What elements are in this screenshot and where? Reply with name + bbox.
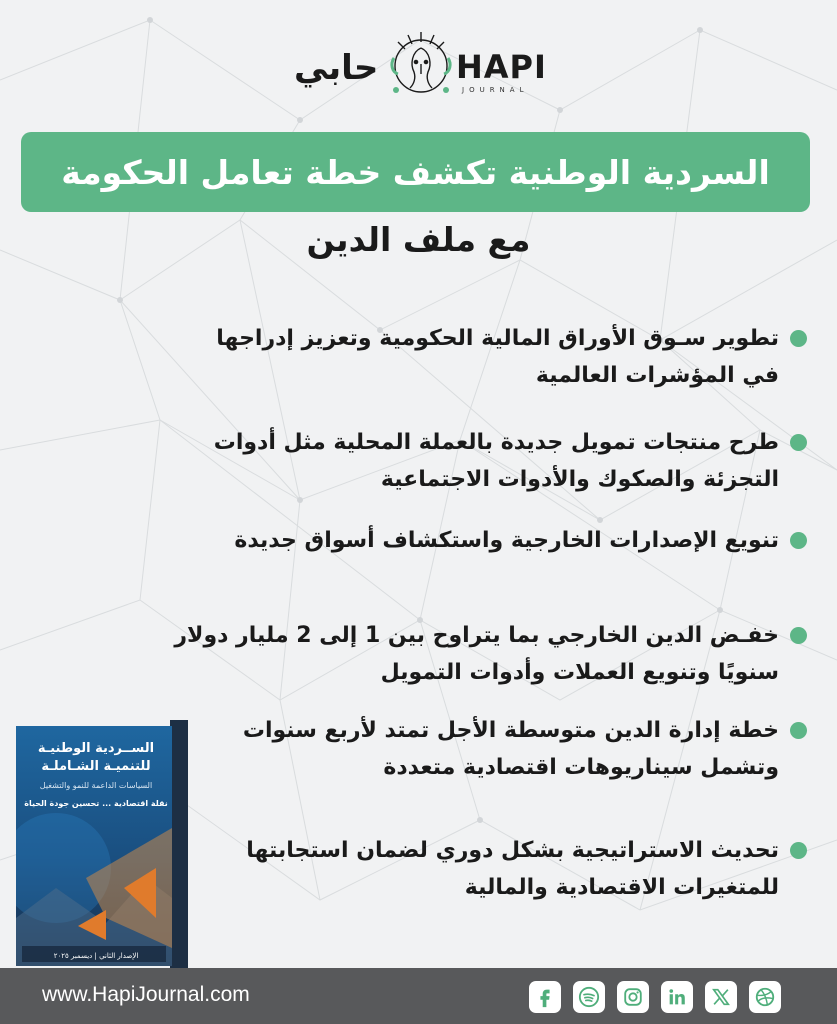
bullet-dot-icon bbox=[790, 434, 807, 451]
bullet-line: في المؤشرات العالمية bbox=[535, 363, 779, 388]
bullet-line: خطة إدارة الدين متوسطة الأجل تمتد لأربع سنوات bbox=[242, 718, 779, 743]
hapi-logo bbox=[280, 26, 547, 106]
logo-english-sub: JOURNAL bbox=[462, 86, 529, 94]
bullet-item-5 bbox=[243, 712, 807, 786]
linkedin-icon[interactable] bbox=[661, 981, 693, 1013]
book-edition: الإصدار الثاني | ديسمبر ٢٠٢٥ bbox=[53, 952, 139, 960]
bullet-line: تطوير سـوق الأوراق المالية الحكومية وتعزيز إدراجها bbox=[216, 326, 779, 351]
bullet-line: وتشمل سيناريوهات اقتصادية متعددة bbox=[383, 755, 779, 780]
headline-banner bbox=[21, 132, 810, 212]
headline-subtitle: مع ملف الدين bbox=[306, 220, 531, 259]
book-subtitle: السياسات الداعمة للنمو والتشغيل bbox=[39, 781, 153, 790]
bullet-line: طرح منتجات تمويل جديدة بالعملة المحلية مثل أدوات bbox=[213, 430, 779, 455]
bullet-line: التجزئة والصكوك والأدوات الاجتماعية bbox=[380, 467, 779, 492]
book-cover-image bbox=[16, 718, 192, 970]
bullet-item-6 bbox=[246, 832, 807, 906]
bullet-dot-icon bbox=[790, 532, 807, 549]
logo-english-name: HAPI bbox=[456, 48, 547, 86]
x-icon[interactable] bbox=[705, 981, 737, 1013]
bullet-line: خفـض الدين الخارجي بما يتراوح بين 1 إلى 2 مليار دولار bbox=[174, 623, 779, 648]
bullet-line: تحديث الاستراتيجية بشكل دوري لضمان استجابتها bbox=[246, 838, 779, 863]
bullet-dot-icon bbox=[790, 722, 807, 739]
bullet-dot-icon bbox=[790, 330, 807, 347]
bullet-line: سنويًا وتنويع العملات وأدوات التمويل bbox=[380, 660, 779, 685]
book-title-line1: الســردية الوطنيـة bbox=[37, 741, 155, 756]
bullet-item-1 bbox=[216, 320, 807, 394]
hapi-emblem-icon bbox=[388, 28, 454, 102]
website-link[interactable]: www.HapiJournal.com bbox=[42, 983, 250, 1006]
headline-title: السردية الوطنية تكشف خطة تعامل الحكومة bbox=[61, 152, 770, 192]
bullet-line: تنويع الإصدارات الخارجية واستكشاف أسواق جديدة bbox=[234, 528, 779, 553]
bullet-item-2 bbox=[214, 424, 807, 498]
facebook-icon[interactable] bbox=[529, 981, 561, 1013]
book-tagline: نقلة اقتصادية ... تحسين جودة الحياة bbox=[24, 799, 168, 808]
book-title-line2: للتنميـة الشـاملـة bbox=[41, 759, 151, 774]
social-icons bbox=[529, 981, 781, 1013]
bullet-dot-icon bbox=[790, 627, 807, 644]
bullet-item-3 bbox=[234, 522, 807, 559]
dribbble-icon[interactable] bbox=[749, 981, 781, 1013]
bullet-item-4 bbox=[174, 617, 807, 691]
bullet-dot-icon bbox=[790, 842, 807, 859]
instagram-icon[interactable] bbox=[617, 981, 649, 1013]
bullet-line: للمتغيرات الاقتصادية والمالية bbox=[464, 875, 779, 900]
spotify-icon[interactable] bbox=[573, 981, 605, 1013]
footer-bar bbox=[0, 968, 837, 1024]
logo-arabic-name: حابي bbox=[294, 48, 379, 88]
